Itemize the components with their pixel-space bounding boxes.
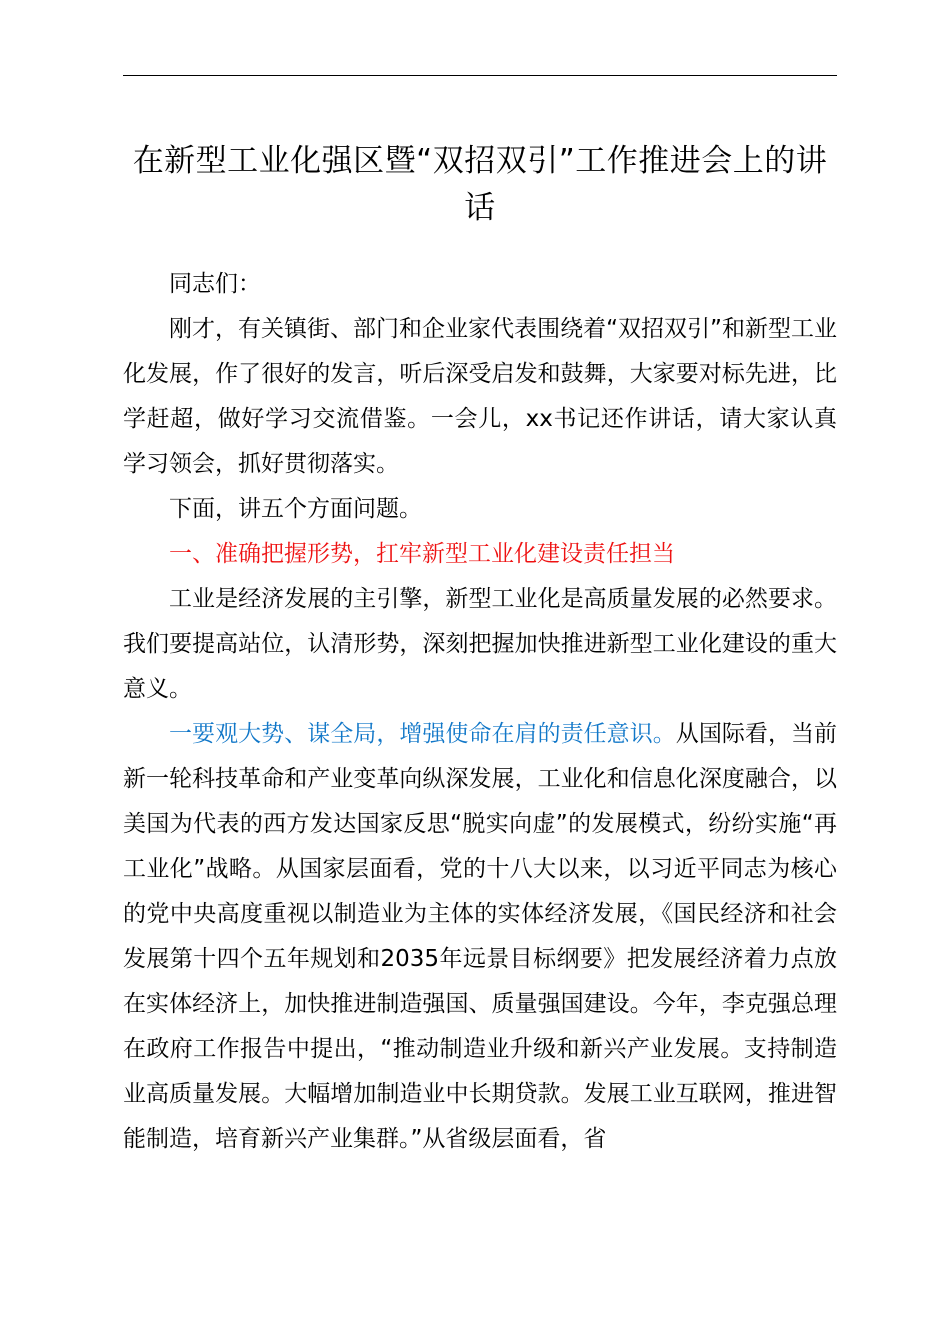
paragraph-outline: 下面，讲五个方面问题。	[169, 496, 422, 522]
paragraph-international	[123, 712, 837, 1162]
subheading-1: 一要观大势、谋全局，增强使命在肩的责任意识。	[169, 721, 676, 747]
salutation: 同志们：	[169, 271, 261, 297]
paragraph-section-intro: 工业是经济发展的主引擎，新型工业化是高质量发展的必然要求。我们要提高站位，认清形势，深刻把握加快推进新型工业化建设的重大意义。	[123, 586, 837, 702]
section-heading-1: 一、准确把握形势，扛牢新型工业化建设责任担当	[169, 541, 675, 567]
paragraph-opening: 刚才，有关镇街、部门和企业家代表围绕着“双招双引”和新型工业化发展，作了很好的发言，听后深受启发和鼓舞，大家要对标先进，比学赶超，做好学习交流借鉴。一会儿，xx书记还作讲话，请大家认真学习领会，抓好贯彻落实。	[123, 316, 837, 477]
document-body	[123, 262, 837, 1162]
document-title: 在新型工业化强区暨“双招双引”工作推进会上的讲话	[132, 143, 828, 226]
paragraph-international-text: 从国际看，当前新一轮科技革命和产业变革向纵深发展，工业化和信息化深度融合，以美国为代表的西方发达国家反思“脱实向虚”的发展模式，纷纷实施“再工业化”战略。从国家层面看，党的十八大以来，以习近平同志为核心的党中央高度重视以制造业为主体的实体经济发展，《国民经济和社会发展第十四个五年规划和2035年远景目标纲要》把发展经济着力点放在实体经济上，加快推进制造强国、质量强国建设。今年，李克强总理在政府工作报告中提出，“推动制造业升级和新兴产业发展。支持制造业高质量发展。大幅增加制造业中长期贷款。发展工业互联网，推进智能制造，培育新兴产业集群。”从省级层面看，省	[123, 721, 838, 1152]
header-rule	[123, 75, 837, 76]
